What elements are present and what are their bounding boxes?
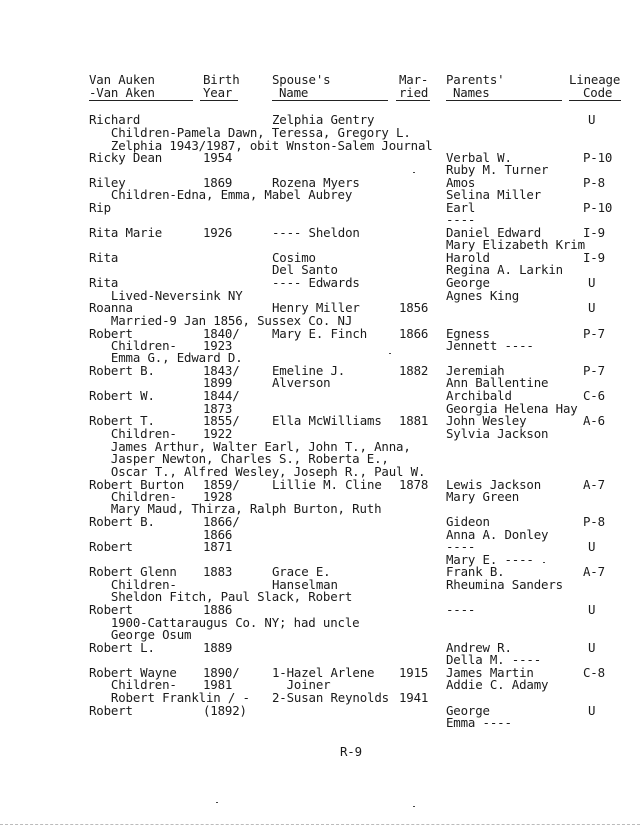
cell-birth-year: 1855/ [203, 413, 240, 428]
cell-birth-year: 1869 [203, 175, 233, 190]
cell-parents: Georgia Helena Hay [446, 401, 578, 416]
cell-name: Married-9 Jan 1856, Sussex Co. NJ [89, 313, 353, 328]
cell-parents: Egness [446, 326, 490, 341]
cell-birth-year: 1926 [203, 225, 233, 240]
header-rule-married [396, 100, 430, 101]
cell-name: Children- [89, 338, 177, 353]
cell-name: George Osum [89, 627, 192, 642]
cell-name: Children-Edna, Emma, Mabel Aubrey [89, 187, 353, 202]
cell-birth-year: 1883 [203, 564, 233, 579]
cell-lineage-code: U [588, 112, 596, 127]
cell-parents: Selina Miller [446, 187, 542, 202]
header-col-birth-1: Birth [203, 72, 240, 87]
header-col-spouse-1: Spouse's [272, 72, 331, 87]
cell-parents: ---- [446, 602, 476, 617]
cell-lineage-code: P-8 [583, 175, 605, 190]
cell-parents: Daniel Edward [446, 225, 542, 240]
cell-parents: Ann Ballentine [446, 375, 549, 390]
cell-spouse: Del Santo [272, 262, 338, 277]
cell-name: Emma G., Edward D. [89, 350, 243, 365]
cell-name: Children- [89, 577, 177, 592]
cell-spouse: Lillie M. Cline [272, 477, 382, 492]
cell-parents: John Wesley [446, 413, 527, 428]
scan-edge [0, 824, 640, 826]
cell-name: Mary Maud, Thirza, Ralph Burton, Ruth [89, 501, 382, 516]
cell-name: Children-Pamela Dawn, Teressa, Gregory L. [89, 125, 411, 140]
cell-spouse: Ella McWilliams [272, 413, 382, 428]
cell-name: Roanna [89, 300, 133, 315]
cell-name: Lived-Neversink NY [89, 288, 243, 303]
scan-speck [413, 172, 415, 173]
cell-lineage-code: I-9 [583, 250, 605, 265]
cell-spouse: 1-Hazel Arlene [272, 665, 375, 680]
cell-name: Oscar T., Alfred Wesley, Joseph R., Paul W. [89, 464, 426, 479]
cell-lineage-code: U [588, 275, 596, 290]
cell-spouse: Cosimo [272, 250, 316, 265]
cell-name: Robert T. [89, 413, 155, 428]
cell-birth-year: 1923 [203, 338, 233, 353]
cell-lineage-code: P-10 [583, 150, 613, 165]
cell-parents: George [446, 703, 490, 718]
cell-name: Robert [89, 703, 133, 718]
cell-birth-year: 1843/ [203, 363, 240, 378]
header-col-name-2: -Van Aken [89, 85, 155, 100]
cell-birth-year: (1892) [203, 703, 247, 718]
cell-name: Richard [89, 112, 141, 127]
cell-spouse: Rozena Myers [272, 175, 360, 190]
header-col-married-1: Mar- [399, 72, 429, 87]
cell-birth-year: 1844/ [203, 388, 240, 403]
cell-birth-year: 1890/ [203, 665, 240, 680]
cell-married-year: 1882 [399, 363, 429, 378]
cell-name: Riley [89, 175, 126, 190]
header-col-name-1: Van Auken [89, 72, 155, 87]
cell-name: 1900-Cattaraugus Co. NY; had uncle [89, 615, 360, 630]
cell-name: Robert [89, 326, 133, 341]
cell-birth-year: 1928 [203, 489, 233, 504]
cell-married-year: 1881 [399, 413, 429, 428]
cell-lineage-code: U [588, 640, 596, 655]
header-rule-birth [200, 100, 238, 101]
cell-spouse: ---- Sheldon [272, 225, 360, 240]
cell-spouse: Hanselman [272, 577, 338, 592]
cell-birth-year: 1873 [203, 401, 233, 416]
cell-spouse: ---- Edwards [272, 275, 360, 290]
cell-parents: Jeremiah [446, 363, 505, 378]
header-col-lineage-2: Code [583, 85, 613, 100]
cell-name: Robert Franklin / - [89, 690, 250, 705]
cell-name: Robert B. [89, 363, 155, 378]
cell-lineage-code: P-8 [583, 514, 605, 529]
cell-birth-year: 1886 [203, 602, 233, 617]
header-col-birth-2: Year [203, 85, 233, 100]
header-col-lineage-1: Lineage [569, 72, 621, 87]
cell-birth-year: 1954 [203, 150, 233, 165]
cell-lineage-code: P-10 [583, 200, 613, 215]
cell-birth-year: 1866/ [203, 514, 240, 529]
cell-lineage-code: C-8 [583, 665, 605, 680]
cell-name: Rip [89, 200, 111, 215]
cell-lineage-code: A-7 [583, 477, 605, 492]
cell-name: Jasper Newton, Charles S., Roberta E., [89, 451, 389, 466]
cell-name: Children- [89, 677, 177, 692]
cell-spouse: Joiner [272, 677, 331, 692]
cell-parents: Della M. ---- [446, 652, 542, 667]
cell-parents: Mary E. ---- [446, 552, 534, 567]
cell-parents: George [446, 275, 490, 290]
cell-parents: Regina A. Larkin [446, 262, 563, 277]
cell-birth-year: 1899 [203, 375, 233, 390]
cell-name: Robert B. [89, 514, 155, 529]
cell-name: Rita [89, 250, 119, 265]
header-col-parents-1: Parents' [446, 72, 505, 87]
cell-name: James Arthur, Walter Earl, John T., Anna, [89, 439, 411, 454]
cell-lineage-code: C-6 [583, 388, 605, 403]
cell-name: Zelphia 1943/1987, obit Wnston-Salem Journal [89, 138, 433, 153]
cell-spouse: Emeline J. [272, 363, 346, 378]
cell-married-year: 1878 [399, 477, 429, 492]
header-rule-name [89, 100, 193, 101]
cell-parents: Jennett ---- [446, 338, 534, 353]
scan-speck [413, 806, 415, 807]
cell-parents: Verbal W. [446, 150, 512, 165]
header-rule-spouse [272, 100, 388, 101]
cell-birth-year: 1840/ [203, 326, 240, 341]
cell-parents: ---- [446, 212, 476, 227]
cell-lineage-code: A-7 [583, 564, 605, 579]
cell-parents: Earl [446, 200, 476, 215]
cell-lineage-code: I-9 [583, 225, 605, 240]
cell-birth-year: 1922 [203, 426, 233, 441]
header-col-parents-2: Names [453, 85, 490, 100]
cell-spouse: Henry Miller [272, 300, 360, 315]
cell-parents: Sylvia Jackson [446, 426, 549, 441]
cell-parents: Ruby M. Turner [446, 162, 549, 177]
cell-parents: Andrew R. [446, 640, 512, 655]
cell-spouse: Grace E. [272, 564, 331, 579]
cell-name: Rita [89, 275, 119, 290]
cell-parents: Archibald [446, 388, 512, 403]
cell-birth-year: 1866 [203, 527, 233, 542]
cell-name: Robert Glenn [89, 564, 177, 579]
cell-parents: Addie C. Adamy [446, 677, 549, 692]
cell-parents: Mary Elizabeth Krim [446, 237, 585, 252]
cell-parents: Gideon [446, 514, 490, 529]
scan-speck [216, 802, 218, 803]
cell-name: Robert L. [89, 640, 155, 655]
page-number: R-9 [340, 744, 362, 759]
cell-spouse: Zelphia Gentry [272, 112, 375, 127]
cell-parents: Harold [446, 250, 490, 265]
cell-lineage-code: U [588, 703, 596, 718]
cell-lineage-code: A-6 [583, 413, 605, 428]
cell-lineage-code: P-7 [583, 363, 605, 378]
header-rule-lineage [569, 100, 621, 101]
cell-name: Sheldon Fitch, Paul Slack, Robert [89, 589, 353, 604]
header-col-married-2: ried [399, 85, 429, 100]
cell-parents: Emma ---- [446, 715, 512, 730]
cell-name: Robert [89, 602, 133, 617]
cell-name: Children- [89, 426, 177, 441]
cell-parents: James Martin [446, 665, 534, 680]
cell-birth-year: 1871 [203, 539, 233, 554]
cell-lineage-code: U [588, 539, 596, 554]
cell-spouse: 2-Susan Reynolds [272, 690, 389, 705]
cell-parents: Rheumina Sanders [446, 577, 563, 592]
cell-birth-year: 1859/ [203, 477, 240, 492]
cell-name: Robert Wayne [89, 665, 177, 680]
scan-speck [389, 353, 391, 354]
cell-parents: Anna A. Donley [446, 527, 549, 542]
cell-birth-year: 1889 [203, 640, 233, 655]
cell-married-year: 1856 [399, 300, 429, 315]
cell-name: Ricky Dean [89, 150, 163, 165]
cell-lineage-code: U [588, 300, 596, 315]
header-col-spouse-2: Name [279, 85, 309, 100]
cell-spouse: Mary E. Finch [272, 326, 368, 341]
cell-name: Robert [89, 539, 133, 554]
cell-lineage-code: U [588, 602, 596, 617]
cell-spouse: Alverson [272, 375, 331, 390]
cell-married-year: 1941 [399, 690, 429, 705]
cell-parents: Amos [446, 175, 476, 190]
cell-birth-year: 1981 [203, 677, 233, 692]
cell-name: Robert Burton [89, 477, 185, 492]
cell-parents: Mary Green [446, 489, 520, 504]
cell-name: Rita Marie [89, 225, 163, 240]
cell-parents: Frank B. [446, 564, 505, 579]
cell-name: Robert W. [89, 388, 155, 403]
cell-parents: Lewis Jackson [446, 477, 542, 492]
cell-married-year: 1866 [399, 326, 429, 341]
cell-parents: ---- [446, 539, 476, 554]
cell-name: Children- [89, 489, 177, 504]
header-rule-parents [446, 100, 562, 101]
cell-married-year: 1915 [399, 665, 429, 680]
cell-lineage-code: P-7 [583, 326, 605, 341]
scan-speck [543, 562, 545, 563]
cell-parents: Agnes King [446, 288, 520, 303]
